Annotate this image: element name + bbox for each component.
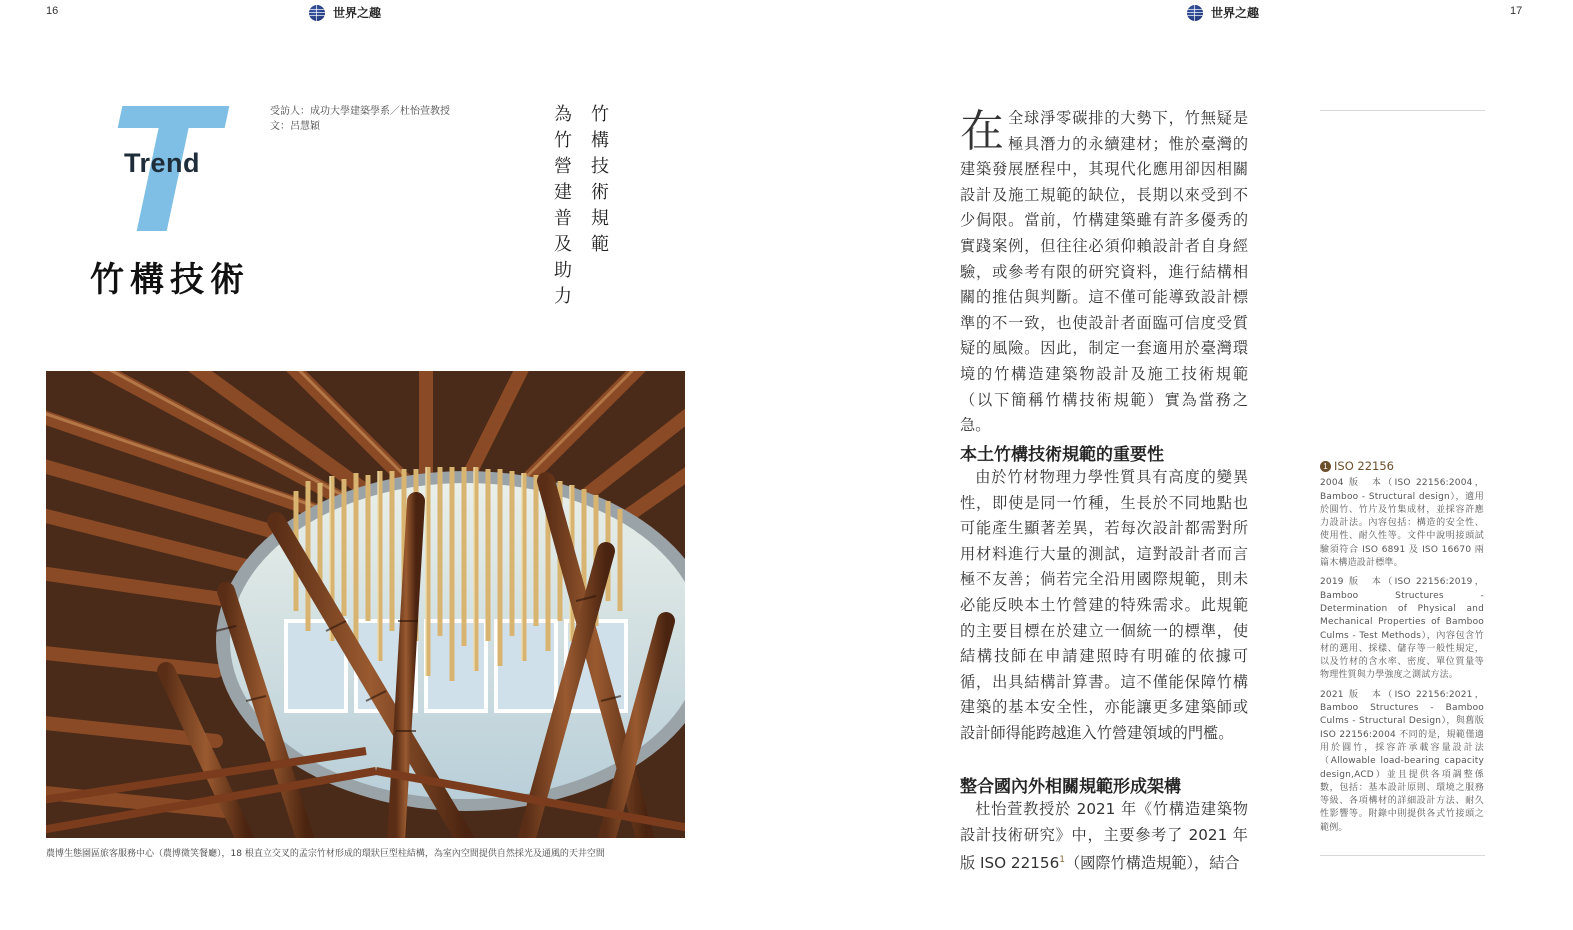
- headline-line-1: 竹構技術規範: [588, 104, 609, 260]
- framework-text-a: 杜怡萱教授於 2021 年《竹構造建築物設計技術研究》中，主要參考了 2021 年版 ISO 22156: [960, 800, 1248, 873]
- paragraph-framework: [960, 797, 1248, 877]
- sidebar-bottom-rule: [1320, 855, 1485, 856]
- sidebar-title-text: ISO 22156: [1334, 459, 1394, 473]
- running-head-right: [1187, 4, 1259, 21]
- running-head-left: [309, 4, 381, 21]
- drop-cap: 在: [960, 106, 1004, 157]
- credits: [270, 104, 450, 134]
- running-title: 世界之趣: [333, 6, 382, 20]
- sidebar-2021: 2021 版 本（ISO 22156:2021，Bamboo Structures - Bamboo Culms - Structural Design），與舊版 ISO 22156:2004 不同的是，規範僅適用於圓竹，採容許承載容量設計法（Allowable load-bearing capacity design,ACD）並且提供各項調整係數，包括：基本設計原則、環境之服務等級、各項構材的詳細設計方法、耐久性影響等。附錄中則提供各式竹接頭之範例。: [1320, 689, 1484, 833]
- sidebar-top-rule: [1320, 110, 1485, 111]
- paragraph-importance: 由於竹材物理力學性質具有高度的變異性，即使是同一竹種，生長於不同地點也可能產生顯著差異，若每次設計都需對所用材料進行大量的測試，這對設計者而言極不友善；倘若完全沿用國際規範，則未必能反映本土竹營建的特殊需求。此規範的主要目標在於建立一個統一的標準，使結構技師在申請建照時有明確的依據可循，出具結構計算書。這不僅能保障竹構建築的基本安全性，亦能讓更多建築師或設計師得能跨越進入竹營建領域的門檻。: [960, 468, 1248, 742]
- globe-icon: [1187, 5, 1203, 21]
- photo-caption: 農博生態園區旅客服務中心（農博微笑餐廳），18 根直立交叉的孟宗竹材形成的環狀巨型柱結構，為室內空間提供自然採光及通風的天井空間: [46, 849, 605, 859]
- credit-writer: 文：呂慧穎: [270, 121, 320, 132]
- framework-text-b: （國際竹構造規範），結合: [1064, 854, 1240, 873]
- bamboo-structure-photo: [46, 371, 685, 838]
- note-number-icon: 1: [1320, 461, 1331, 472]
- sidebar-title: [1320, 460, 1484, 473]
- trend-logo: [90, 100, 250, 240]
- intro-paragraph: [960, 106, 1248, 439]
- running-title: 世界之趣: [1211, 6, 1260, 20]
- logo-word: Trend: [124, 148, 201, 178]
- footnote-marker: 1: [1059, 855, 1065, 866]
- bamboo-photo-illustration: [46, 371, 685, 838]
- headline-line-2: 為竹營建普及助力: [551, 104, 572, 312]
- globe-icon: [309, 5, 325, 21]
- heading-importance: 本土竹構技術規範的重要性: [960, 445, 1164, 465]
- heading-framework: 整合國內外相關規範形成架構: [960, 777, 1181, 797]
- sidebar-2004: 2004 版 本（ISO 22156:2004，Bamboo - Structural design），適用於圓竹、竹片及竹集成材，並採容許應力設計法。內容包括：構造的安全性、使用性、耐久性等。文件中說明接頭試驗須符合 ISO 6891 及 ISO 16670 兩篇木構造設計標準。: [1320, 478, 1484, 569]
- sidebar-2019: 2019 版 本（ISO 22156:2019，Bamboo Structures - Determination of Physical and Mechanical Properties of Bamboo Culms - Test Methods），內容包含竹材的選用、採樣、儲存等一般性規定，以及竹材的含水率、密度、單位質量等物理性質與力學強度之測試方法。: [1320, 577, 1484, 681]
- iso-sidebar: [1320, 460, 1484, 841]
- section-title: 竹構技術: [90, 260, 250, 300]
- credit-interviewee: 受訪人：成功大學建築學系／杜怡萱教授: [270, 106, 450, 117]
- right-page-number: 17: [1510, 5, 1523, 17]
- intro-text: 全球淨零碳排的大勢下，竹無疑是極具潛力的永續建材；惟於臺灣的建築發展歷程中，其現代化應用卻因相關設計及施工規範的缺位，長期以來受到不少侷限。當前，竹構建築雖有許多優秀的實踐案例，但往往必須仰賴設計者自身經驗，或參考有限的研究資料，進行結構相關的推估與判斷。這不僅可能導致設計標準的不一致，也使設計者面臨可信度受質疑的風險。因此，制定一套適用於臺灣環境的竹構造建築物設計及施工技術規範（以下簡稱竹構技術規範）實為當務之急。: [960, 109, 1248, 435]
- left-page-number: 16: [46, 5, 59, 17]
